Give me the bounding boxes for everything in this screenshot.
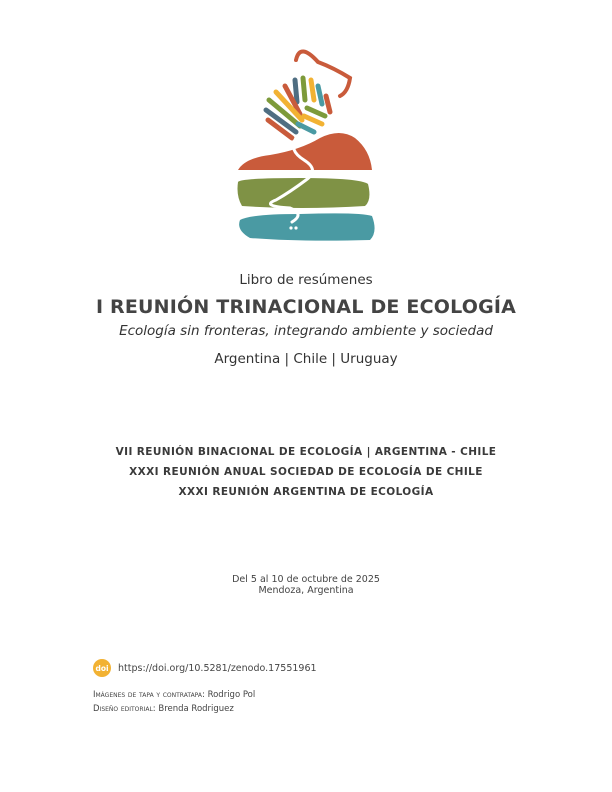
mountain-shape (238, 133, 372, 170)
event-logo (0, 0, 612, 250)
credit-value: Rodrigo Pol (207, 690, 256, 700)
event-line: VII REUNIÓN BINACIONAL DE ECOLOGÍA | ARGENTINA - CHILE (115, 446, 497, 458)
page-title: I REUNIÓN TRINACIONAL DE ECOLOGÍA (95, 296, 517, 318)
event-line: XXXI REUNIÓN ANUAL SOCIEDAD DE ECOLOGÍA DE CHILE (129, 466, 483, 478)
event-place: Mendoza, Argentina (258, 585, 354, 596)
doi-row (93, 659, 317, 677)
tagline: Ecología sin fronteras, integrando ambiente y sociedad (119, 323, 493, 339)
date-range: Del 5 al 10 de octubre de 2025 (232, 574, 380, 585)
book-subtitle: Libro de resúmenes (239, 272, 373, 288)
credits (93, 688, 255, 716)
credit-design (93, 702, 255, 716)
doi-icon: doi (93, 659, 111, 677)
event-list (0, 442, 612, 502)
event-dates (0, 574, 612, 596)
water-band (239, 213, 374, 240)
credit-label: Diseño editorial: (93, 704, 156, 714)
credit-value: Brenda Rodriguez (158, 704, 234, 714)
credit-cover (93, 688, 255, 702)
yarn-ball-icon (266, 51, 350, 138)
countries: Argentina | Chile | Uruguay (214, 351, 398, 367)
doi-link[interactable]: https://doi.org/10.5281/zenodo.17551961 (118, 662, 317, 674)
credit-label: Imágenes de tapa y contratapa: (93, 690, 205, 700)
event-line: XXXI REUNIÓN ARGENTINA DE ECOLOGÍA (178, 486, 434, 498)
